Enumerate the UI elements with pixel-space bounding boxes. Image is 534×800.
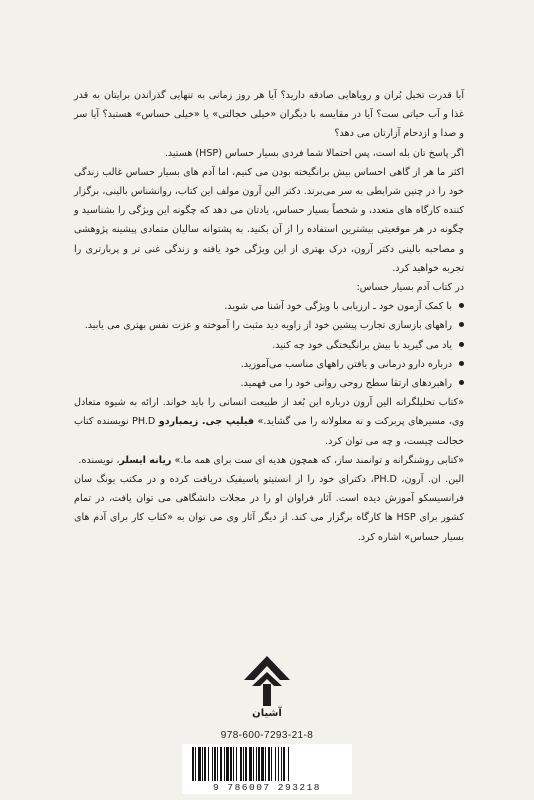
feature-list (74, 297, 464, 393)
quote-author: ریانه ایسلر (119, 454, 172, 466)
quote-credit: PH.D نویسنده کتاب خجالت چیست، و چه می توان کرد. (74, 416, 464, 447)
book-description: اکثر ما هر از گاهی احساس بیش برانگیخته بودن می کنیم، اما آدم های بسیار حساس غالب زندگی خود را در چنین شرایطی به سر می‌برند. دکتر الین آرون مولف این کتاب، روانشناس بالینی، برگزار کننده کارگاه های متعدد، و شخصاً بسیار حساس، یادتان می دهد که چگونه این ویژگی را بشناسید و چگونه در هر موقعیتی بیشترین استفاده را از آن بکنید. به پشتوانه سالیان متمادی پیشینه پژوهشی و مصاحبه بالینی دکتر آرون، درک بهتری از این ویژگی خود یافته و زندگی غنی تر و پربارتری را تجربه خواهید کرد. (74, 166, 464, 274)
feature-item: با کمک آزمون خود ـ ارزیابی با ویژگی خود آشنا می شوید. (74, 297, 464, 316)
quote-text: «کتاب تحلیلگرانه الین آرون درباره این بُعد از طبیعت انسانی را باید خواند. ارائه به شیوه متعادل وی، مسیرهای پربرکت و نه معلولانه را می گشاید.» (74, 397, 464, 428)
publisher-name: آشیان (252, 708, 282, 719)
hsp-answer: اگر پاسخ تان بله است، پس احتمالا شما فردی بسیار حساس (HSP) هستید. (164, 147, 464, 159)
list-intro: در کتاب آدم بسیار حساس: (356, 282, 464, 294)
feature-item: راههای بازسازی تجارب پیشین خود از زاویه دید مثبت را آموخته و عزت نفس بهتری می یابید. (74, 316, 464, 335)
quote-author: فیلیپ جی. زیمباردو (158, 416, 255, 428)
author-bio: الین. ان. آرون، PH.D، دکترای خود را از انستیتو پاسیفیک دریافت کرده و در مکتب یونگ سان فرانسیسکو آموزش دیده است. آثار فراوان او را در مجلات دانشگاهی می توان یافت، در تمام کشور برای HSP ها کارگاه برگزار می کند. از دیگر آثار وی می توان به «کتاب کار برای آدم های بسیار حساس» اشاره کرد. (74, 474, 465, 543)
endorsement-quote-2 (74, 451, 464, 470)
quote-text: «کتابی روشنگرانه و توانمند ساز، که همچون هدیه ای ست برای همه ما.» (174, 454, 464, 466)
feature-item: یاد می گیرید با بیش برانگیختگی خود چه کنید. (74, 336, 464, 355)
barcode-digits: 9 786007 293218 (182, 781, 352, 794)
quote-credit: ، نویسنده. (78, 454, 120, 466)
feature-item: راهبردهای ارتقا سطح روحی روانی خود را می فهمید. (74, 374, 464, 393)
publisher-logo-icon (242, 654, 292, 708)
feature-item: درباره دارو درمانی و یافتن راههای مناسب می‌آموزید. (74, 355, 464, 374)
intro-questions: آیا قدرت تخیل بُران و رویاهایی صادقه دارید؟ آیا هر روز زمانی به تنهایی گذراندن برایتان به قدر غذا و آب حیاتی ست؟ آیا در مقایسه با دیگران «خیلی خجالتی» یا «خیلی حساس» هستید؟ آیا سر و صدا و ازدحام آزارتان می دهد؟ (74, 90, 464, 140)
endorsement-quote-1 (74, 393, 464, 451)
back-cover-text (74, 86, 464, 547)
isbn-number: 978-600-7293-21-8 (220, 730, 314, 741)
